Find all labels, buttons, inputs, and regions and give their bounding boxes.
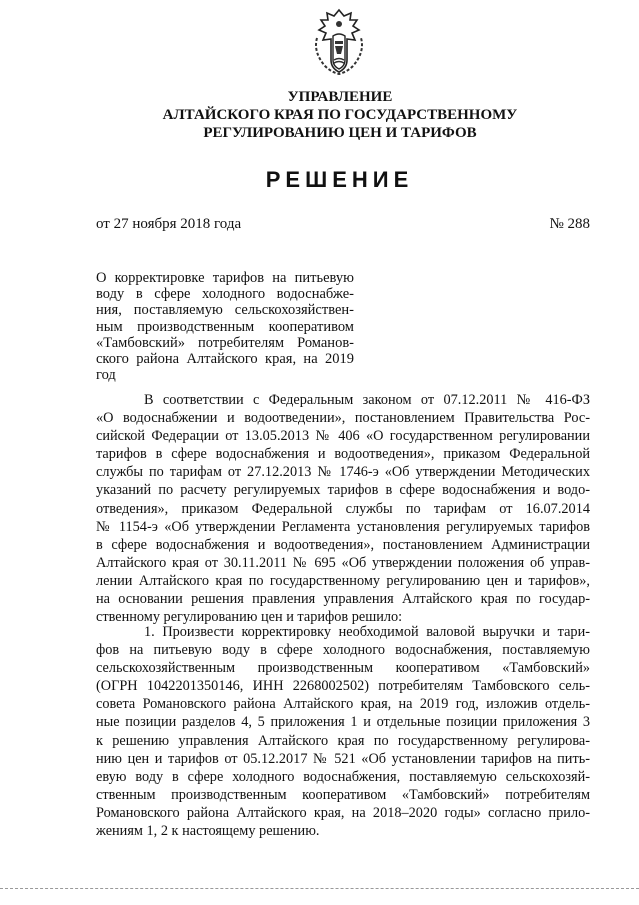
coat-of-arms-icon <box>311 8 367 76</box>
paragraph-line: Алтайского края от 30.11.2011 № 695 «Об утверждении положения об управ- <box>96 554 590 571</box>
document-date: от 27 ноября 2018 года <box>96 216 242 232</box>
paragraph-line: к решению управления Алтайского края по государственному регулирова- <box>96 732 590 749</box>
paragraph-line: службы по тарифам от 27.12.2013 № 1746-э «Об утверждении Методических <box>96 464 590 481</box>
paragraph-line: Романовского района Алтайского края, на 2018–2020 годы» согласно прило- <box>96 804 590 821</box>
paragraph-line: жениям 1, 2 к настоящему решению. <box>96 823 320 840</box>
paragraph-line: сельскохозяйственным производственным кооперативом «Тамбовский» <box>96 660 590 677</box>
page-divider <box>0 888 639 889</box>
paragraph-line: тарифов в сфере водоснабжения и водоотведения», приказом Федеральной <box>96 446 590 463</box>
paragraph-line: нию цен и тарифов от 05.12.2017 № 521 «Об установлении тарифов на пить- <box>96 750 590 767</box>
preamble-paragraph <box>96 391 590 626</box>
paragraph-line: (ОГРН 1042201350146, ИНН 2268002502) потребителям Тамбовского сель- <box>96 678 590 695</box>
paragraph-line: лении Алтайского края по государственному регулированию цен и тарифов», <box>96 572 590 589</box>
subject-line: ния, поставляемую сельскохозяйствен- <box>96 302 354 319</box>
agency-name-line-2: АЛТАЙСКОГО КРАЯ ПО ГОСУДАРСТВЕННОМУ <box>162 107 518 123</box>
subject-line: ным производственным кооперативом <box>96 318 354 335</box>
paragraph-line: ные позиции разделов 4, 5 приложения 1 и отдельные позиции приложения 3 <box>96 714 590 731</box>
paragraph-line: отведения», приказом Федеральной службы по тарифам от 16.07.2014 <box>96 500 590 517</box>
decision-item-1 <box>96 623 590 840</box>
paragraph-line: совета Романовского района Алтайского края, на 2019 год, изложив отдель- <box>96 696 590 713</box>
document-subject <box>96 270 354 383</box>
paragraph-line: указаний по расчету регулируемых тарифов в сфере водоснабжения и водо- <box>96 482 590 499</box>
subject-line: ского района Алтайского края, на 2019 <box>96 350 354 367</box>
paragraph-line: № 1154-э «Об утверждении Регламента установления регулируемых тарифов <box>96 518 590 535</box>
paragraph-line: фов на питьевую воду в сфере холодного водоснабжения, поставляемую <box>96 642 590 659</box>
subject-line: «Тамбовский» потребителям Романов- <box>96 334 354 351</box>
subject-line: воду в сфере холодного водоснабже- <box>96 286 354 303</box>
subject-line: год <box>96 367 116 384</box>
paragraph-line: ственным производственным кооперативом «Тамбовский» потребителям <box>96 786 590 803</box>
paragraph-line: на основании решения правления управления Алтайского края по государ- <box>96 591 590 608</box>
subject-line: О корректировке тарифов на питьевую <box>96 270 354 286</box>
document-number: № 288 <box>549 216 590 232</box>
agency-name-line-1: УПРАВЛЕНИЕ <box>287 89 393 105</box>
document-type-title: РЕШЕНИЕ <box>265 167 414 192</box>
paragraph-line: 1. Произвести корректировку необходимой валовой выручки и тари- <box>144 624 590 640</box>
paragraph-line: ственному регулированию цен и тарифов решило: <box>96 609 403 626</box>
paragraph-line: евую воду в сфере холодного водоснабжения, поставляемую сельскохозяй- <box>96 768 590 785</box>
paragraph-line: «О водоснабжении и водоотведении», постановлением Правительства Рос- <box>96 410 590 427</box>
paragraph-line: сийской Федерации от 13.05.2013 № 406 «О государственном регулировании <box>96 428 590 445</box>
agency-name-line-3: РЕГУЛИРОВАНИЮ ЦЕН И ТАРИФОВ <box>203 125 477 141</box>
paragraph-line: в сфере водоснабжения и водоотведения», постановлением Администрации <box>96 536 590 553</box>
paragraph-line: В соответствии с Федеральным законом от 07.12.2011 № 416-ФЗ <box>144 392 590 408</box>
